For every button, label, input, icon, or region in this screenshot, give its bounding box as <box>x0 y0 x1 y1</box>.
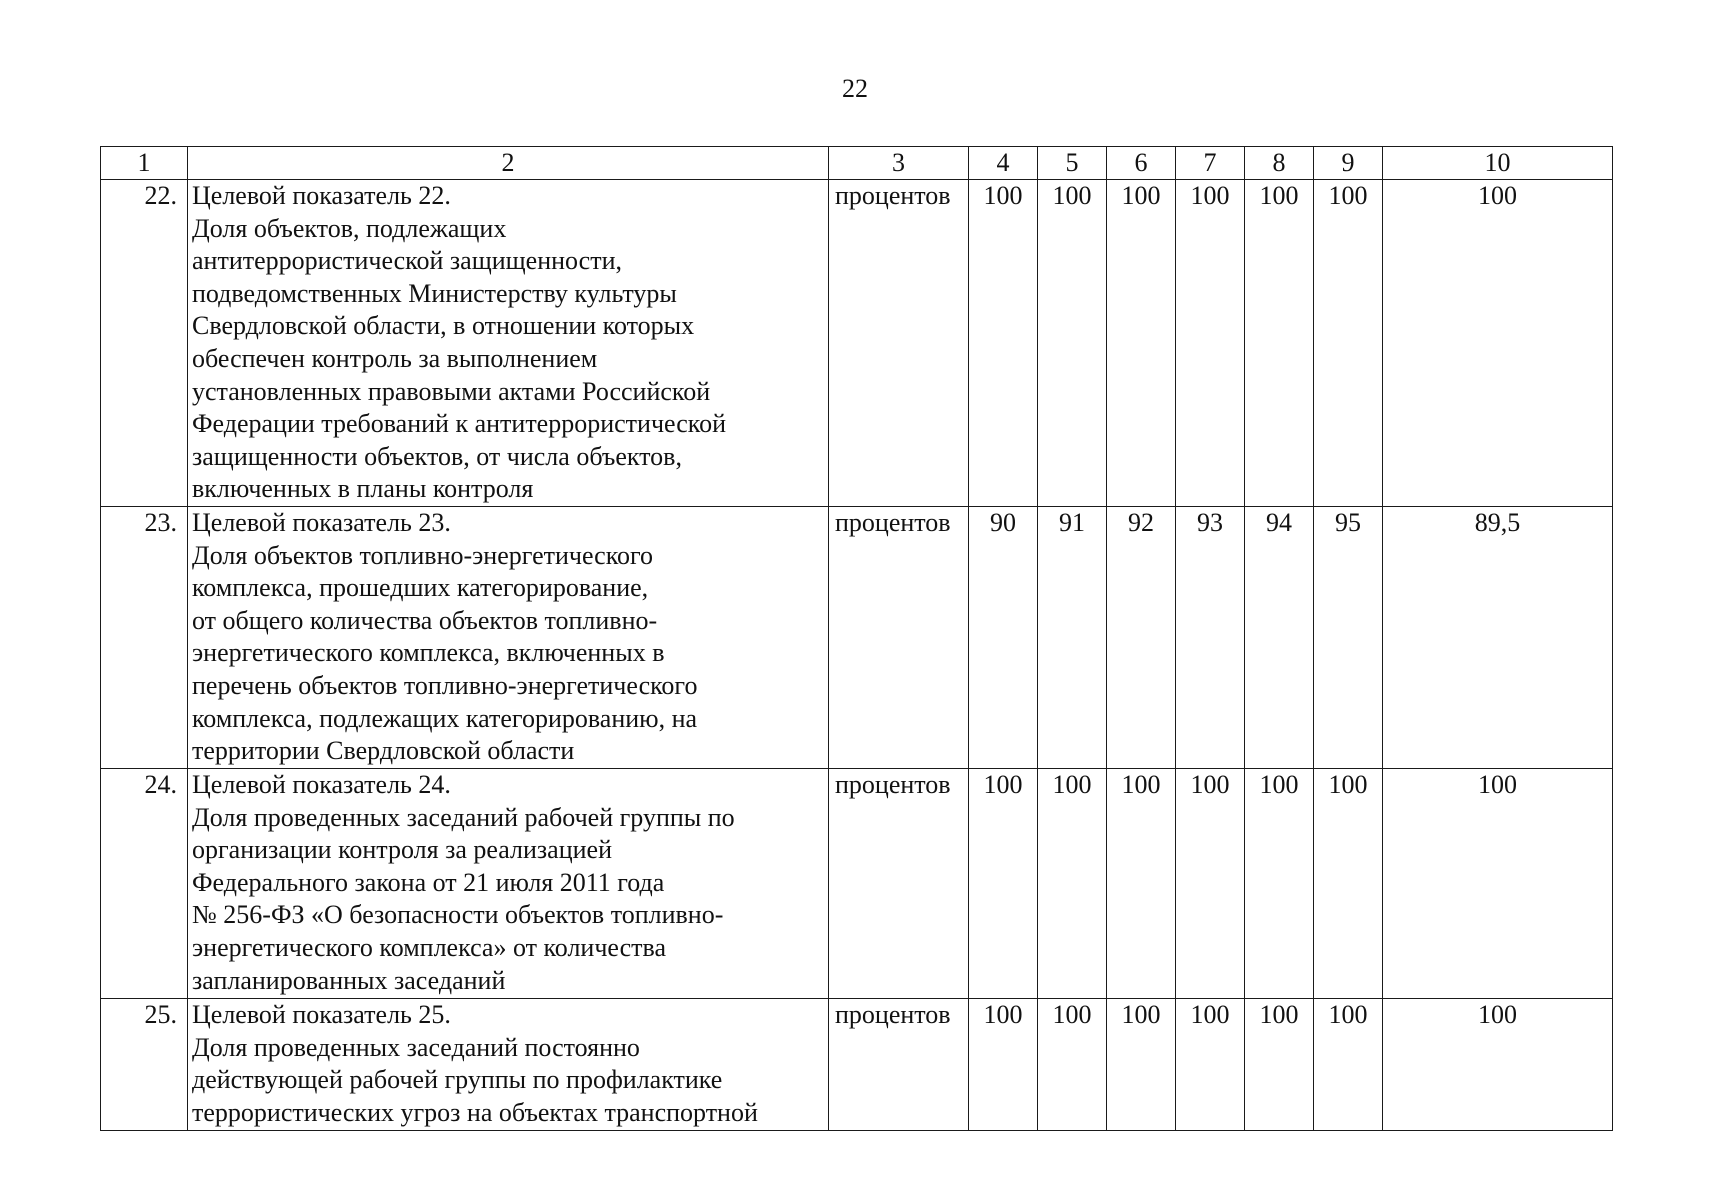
row-number: 25. <box>101 999 188 1131</box>
value-cell: 89,5 <box>1383 507 1613 769</box>
value-cell: 91 <box>1038 507 1107 769</box>
table-row <box>101 769 1613 999</box>
value-cell: 100 <box>1383 769 1613 999</box>
column-header: 2 <box>188 147 829 180</box>
value-cell: 100 <box>1038 180 1107 507</box>
column-header: 10 <box>1383 147 1613 180</box>
unit-cell: процентов <box>829 180 969 507</box>
value-cell: 92 <box>1107 507 1176 769</box>
row-number: 23. <box>101 507 188 769</box>
page-number: 22 <box>842 74 868 103</box>
indicator-description: Целевой показатель 25. Доля проведенных заседаний постоянно действующей рабочей группы по профилактике террористических угроз на объектах транспортной <box>188 999 829 1131</box>
indicator-description: Целевой показатель 23. Доля объектов топливно-энергетического комплекса, прошедших категорирование, от общего количества объектов топливно- энергетического комплекса, включенных в перечень объектов топливно-энергетического комплекса, подлежащих категорированию, на территории Свердловской области <box>188 507 829 769</box>
column-header: 1 <box>101 147 188 180</box>
row-number: 22. <box>101 180 188 507</box>
value-cell: 100 <box>1107 769 1176 999</box>
value-cell: 100 <box>969 180 1038 507</box>
value-cell: 100 <box>1107 180 1176 507</box>
value-cell: 100 <box>1383 999 1613 1131</box>
row-number: 24. <box>101 769 188 999</box>
value-cell: 100 <box>969 999 1038 1131</box>
value-cell: 100 <box>1176 180 1245 507</box>
column-header: 6 <box>1107 147 1176 180</box>
table-header-row <box>101 147 1613 180</box>
column-header: 8 <box>1245 147 1314 180</box>
value-cell: 100 <box>1176 769 1245 999</box>
value-cell: 100 <box>1314 769 1383 999</box>
table-row <box>101 180 1613 507</box>
value-cell: 95 <box>1314 507 1383 769</box>
column-header: 7 <box>1176 147 1245 180</box>
value-cell: 100 <box>1245 769 1314 999</box>
unit-cell: процентов <box>829 999 969 1131</box>
value-cell: 100 <box>1245 180 1314 507</box>
unit-cell: процентов <box>829 507 969 769</box>
value-cell: 100 <box>1383 180 1613 507</box>
value-cell: 100 <box>1107 999 1176 1131</box>
value-cell: 100 <box>1314 180 1383 507</box>
value-cell: 90 <box>969 507 1038 769</box>
column-header: 5 <box>1038 147 1107 180</box>
column-header: 3 <box>829 147 969 180</box>
value-cell: 100 <box>1038 999 1107 1131</box>
indicators-table <box>100 146 1613 1131</box>
value-cell: 100 <box>1314 999 1383 1131</box>
value-cell: 100 <box>1038 769 1107 999</box>
indicator-description: Целевой показатель 24. Доля проведенных заседаний рабочей группы по организации контроля за реализацией Федерального закона от 21 июля 2011 года № 256-ФЗ «О безопасности объектов топливно- энергетического комплекса» от количества запланированных заседаний <box>188 769 829 999</box>
unit-cell: процентов <box>829 769 969 999</box>
value-cell: 94 <box>1245 507 1314 769</box>
table-row <box>101 507 1613 769</box>
table-row <box>101 999 1613 1131</box>
value-cell: 100 <box>1245 999 1314 1131</box>
column-header: 9 <box>1314 147 1383 180</box>
column-header: 4 <box>969 147 1038 180</box>
value-cell: 100 <box>1176 999 1245 1131</box>
value-cell: 100 <box>969 769 1038 999</box>
value-cell: 93 <box>1176 507 1245 769</box>
indicator-description: Целевой показатель 22. Доля объектов, подлежащих антитеррористической защищенности, подведомственных Министерству культуры Свердловской области, в отношении которых обеспечен контроль за выполнением установленных правовыми актами Российской Федерации требований к антитеррористической защищенности объектов, от числа объектов, включенных в планы контроля <box>188 180 829 507</box>
